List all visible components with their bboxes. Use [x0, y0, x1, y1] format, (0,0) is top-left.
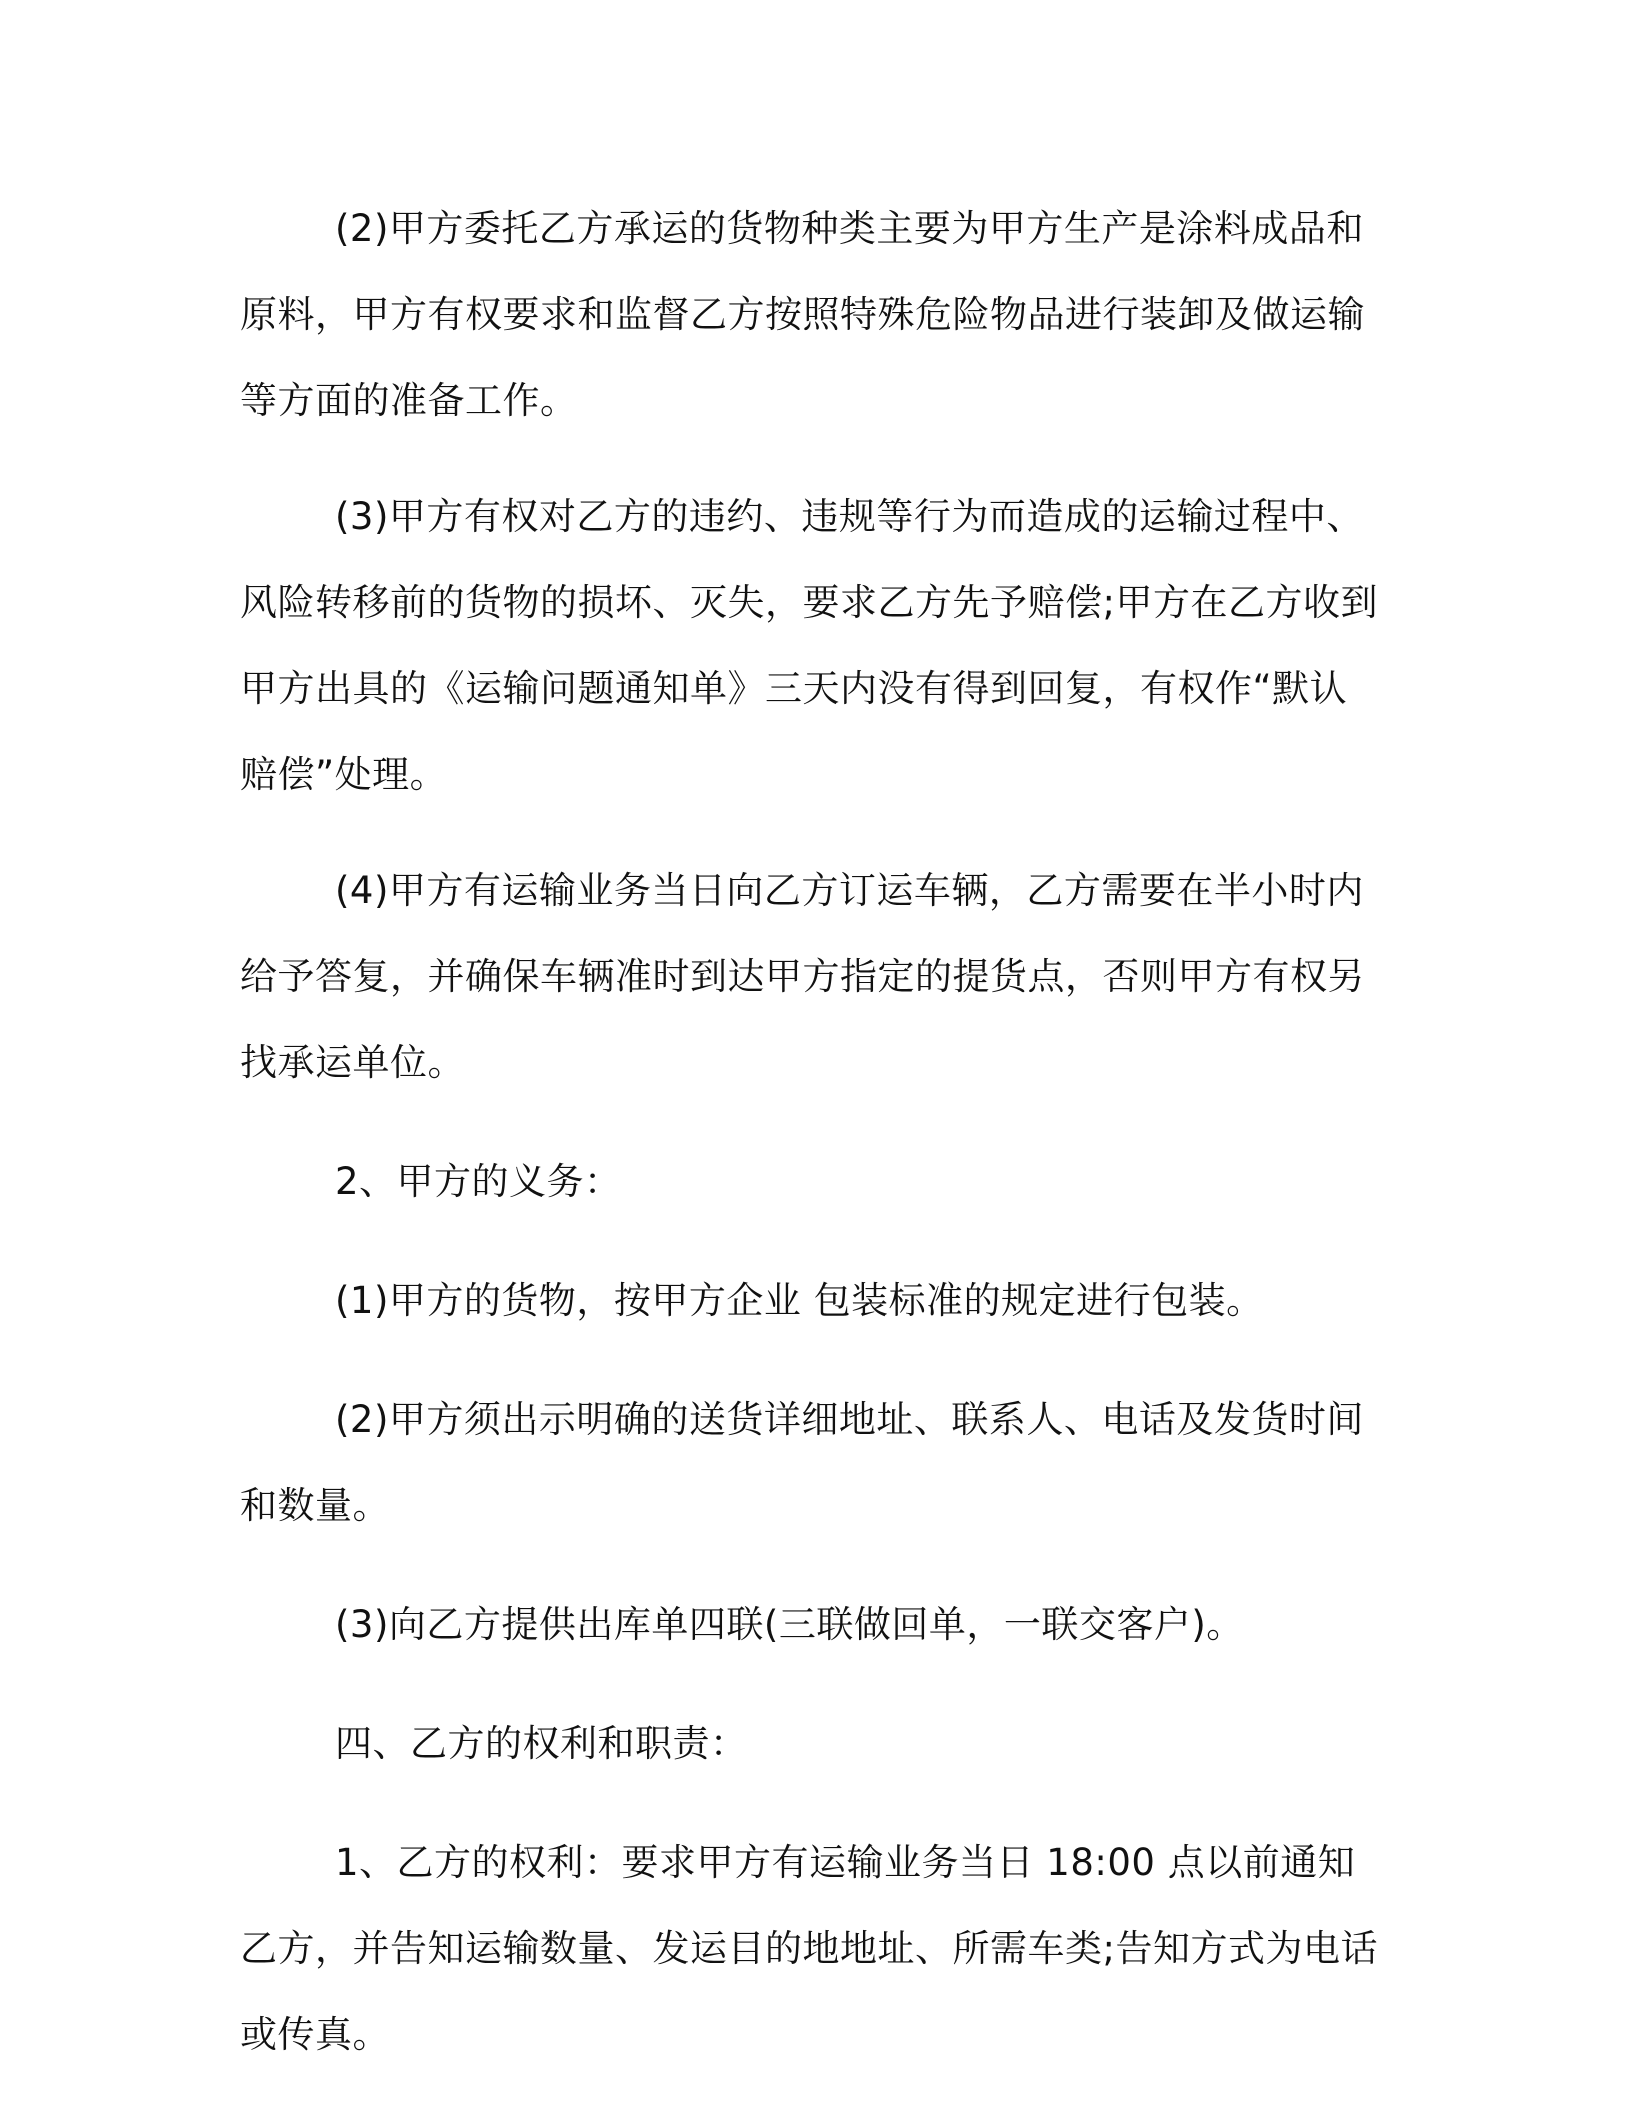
clause-paragraph-obligation-2: (2)甲方须出示明确的送货详细地址、联系人、电话及发货时间和数量。 — [240, 1398, 1364, 1527]
clause-paragraph-obligation-3: (3)向乙方提供出库单四联(三联做回单，一联交客户)。 — [335, 1603, 1244, 1646]
section-heading-yi-rights: 四、乙方的权利和职责： — [335, 1722, 748, 1765]
clause-paragraph-obligation-1: (1)甲方的货物，按甲方企业 包装标准的规定进行包装。 — [335, 1279, 1264, 1322]
clause-paragraph-yi-rights-1: 1、乙方的权利：要求甲方有运输业务当日 18:00 点以前通知乙方，并告知运输数量、发运目的地地址、所需车类;告知方式为电话或传真。 — [240, 1841, 1378, 2056]
document-body — [240, 186, 1384, 2078]
clause-paragraph-jia-3: (3)甲方有权对乙方的违约、违规等行为而造成的运输过程中、风险转移前的货物的损坏、灭失，要求乙方先予赔偿;甲方在乙方收到甲方出具的《运输问题通知单》三天内没有得到回复，有权作“默认赔偿”处理。 — [240, 495, 1378, 796]
clause-paragraph-jia-2: (2)甲方委托乙方承运的货物种类主要为甲方生产是涂料成品和原料，甲方有权要求和监督乙方按照特殊危险物品进行装卸及做运输等方面的准备工作。 — [240, 207, 1365, 422]
section-heading-jia-obligations: 2、甲方的义务： — [335, 1160, 622, 1203]
clause-paragraph-jia-4: (4)甲方有运输业务当日向乙方订运车辆，乙方需要在半小时内给予答复，并确保车辆准时到达甲方指定的提货点，否则甲方有权另找承运单位。 — [240, 869, 1365, 1084]
